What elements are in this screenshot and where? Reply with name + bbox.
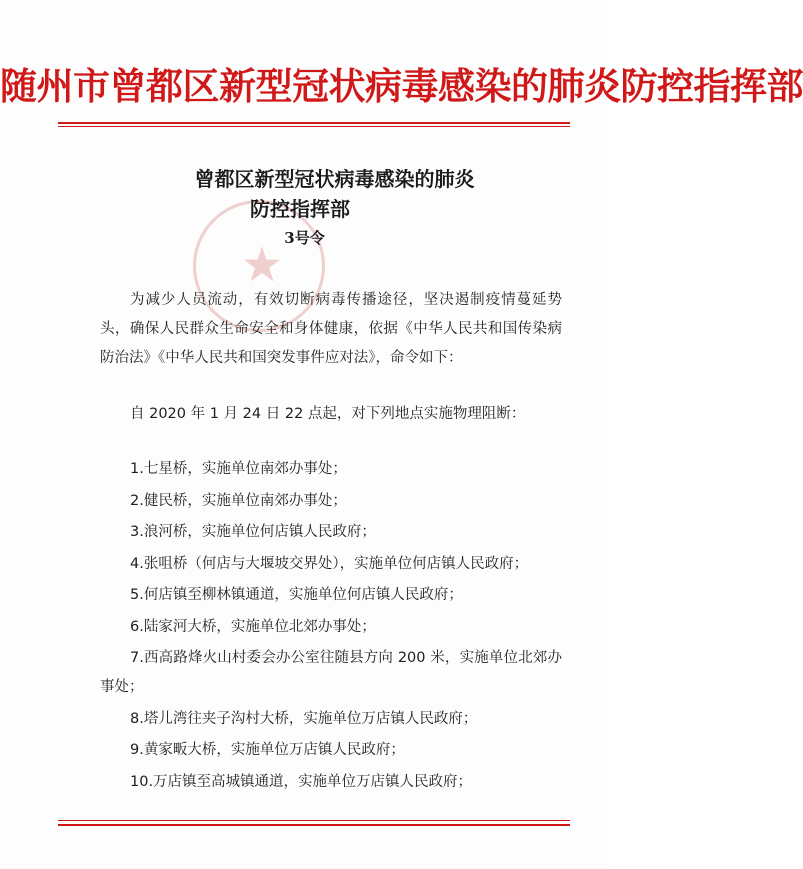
list-item: 9.黄家畈大桥，实施单位万店镇人民政府； — [130, 742, 405, 758]
order-number: 3号令 — [284, 229, 325, 247]
list-item: 1.七星桥，实施单位南郊办事处； — [130, 461, 347, 477]
start-section — [100, 400, 562, 429]
letterhead-rule-thin — [58, 126, 570, 127]
intro-paragraph: 为减少人员流动，有效切断病毒传播途径，坚决遏制疫情蔓延势头，确保人民群众生命安全和身体健康，依据《中华人民共和国传染病防治法》《中华人民共和国突发事件应对法》，命令如下： — [100, 292, 562, 366]
list-item: 5.何店镇至柳林镇通道，实施单位何店镇人民政府； — [130, 587, 463, 603]
footer-rule-thin — [58, 820, 570, 821]
start-paragraph: 自 2020 年 1 月 24 日 22 点起，对下列地点实施物理阻断： — [130, 406, 526, 422]
list-item: 4.张咀桥（何店与大堰坡交界处），实施单位何店镇人民政府； — [130, 555, 529, 572]
list-item: 7.西高路烽火山村委会办公室往随县方向 200 米，实施单位北郊办事处； — [100, 650, 562, 695]
list-item: 6.陆家河大桥，实施单位北郊办事处； — [130, 618, 376, 635]
list-item: 10.万店镇至高城镇通道，实施单位万店镇人民政府； — [130, 773, 473, 790]
footer-rule-thick — [58, 824, 570, 826]
document-title-line2: 防控指挥部 — [250, 197, 350, 221]
intro-section — [100, 286, 562, 373]
list-item: 3.浪河桥，实施单位何店镇人民政府； — [130, 524, 376, 540]
letterhead-title: 随州市曾都区新型冠状病毒感染的肺炎防控指挥部 — [0, 64, 803, 108]
list-item: 2.健民桥，实施单位南郊办事处； — [130, 492, 347, 509]
seal-star-icon: ★ — [240, 237, 284, 293]
letterhead-rule-thick — [58, 122, 570, 124]
blockade-list — [100, 455, 562, 799]
document-title-line1: 曾都区新型冠状病毒感染的肺炎 — [194, 167, 475, 191]
list-item: 8.塔儿湾往夹子沟村大桥，实施单位万店镇人民政府； — [130, 710, 478, 727]
